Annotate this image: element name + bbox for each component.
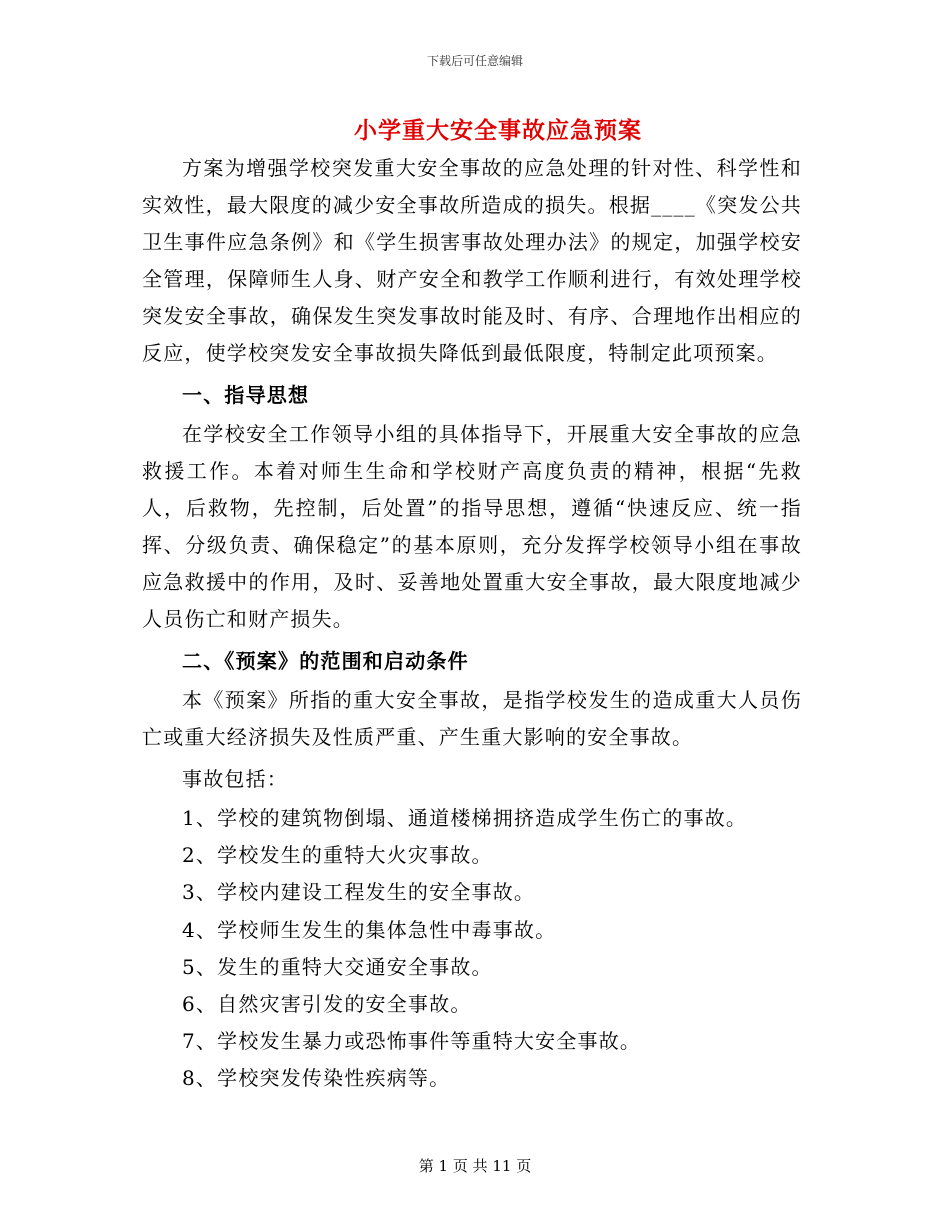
list-item: 6、自然灾害引发的安全事故。 [182,991,472,1016]
section-heading-scope: 二、《预案》的范围和启动条件 [182,649,469,673]
page-number: 第 1 页 共 11 页 [418,1157,532,1175]
section-heading-guiding-ideology: 一、指导思想 [182,383,310,407]
list-item: 1、学校的建筑物倒塌、通道楼梯拥挤造成学生伤亡的事故。 [182,806,748,830]
list-item: 8、学校突发传染性疾病等。 [182,1066,451,1091]
section-body-guiding-ideology: 在学校安全工作领导小组的具体指导下，开展重大安全事故的应急救援工作。本着对师生生命和学校财产高度负责的精神，根据“先救人，后救物，先控制，后处置”的指导思想，遵循“快速反应、统一指挥、分级负责、确保稳定”的基本原则，充分发挥学校领导小组在事故应急救援中的作用，及时、妥善地处置重大安全事故，最大限度地减少人员伤亡和财产损失。 [142,422,802,631]
list-item: 2、学校发生的重特大火灾事故。 [182,843,493,868]
section-body-scope: 本《预案》所指的重大安全事故，是指学校发生的造成重大人员伤亡或重大经济损失及性质严重、产生重大影响的安全事故。 [142,688,802,749]
list-item: 3、学校内建设工程发生的安全事故。 [182,880,536,905]
list-item: 5、发生的重特大交通安全事故。 [182,954,493,979]
intro-paragraph: 方案为增强学校突发重大安全事故的应急处理的针对性、科学性和实效性，最大限度的减少安全事故所造成的损失。根据____《突发公共卫生事件应急条例》和《学生损害事故处理办法》的规定，加强学校安全管理，保障师生人身、财产安全和教学工作顺利进行，有效处理学校突发安全事故，确保发生突发事故时能及时、有序、合理地作出相应的反应，使学校突发安全事故损失降低到最低限度，特制定此项预案。 [142,156,802,365]
list-intro: 事故包括： [182,767,288,791]
header-note: 下载后可任意编辑 [426,54,523,68]
list-item: 4、学校师生发生的集体急性中毒事故。 [182,917,557,942]
list-item: 7、学校发生暴力或恐怖事件等重特大安全事故。 [182,1029,642,1054]
document-body [142,150,802,1098]
document-title: 小学重大安全事故应急预案 [354,117,642,144]
